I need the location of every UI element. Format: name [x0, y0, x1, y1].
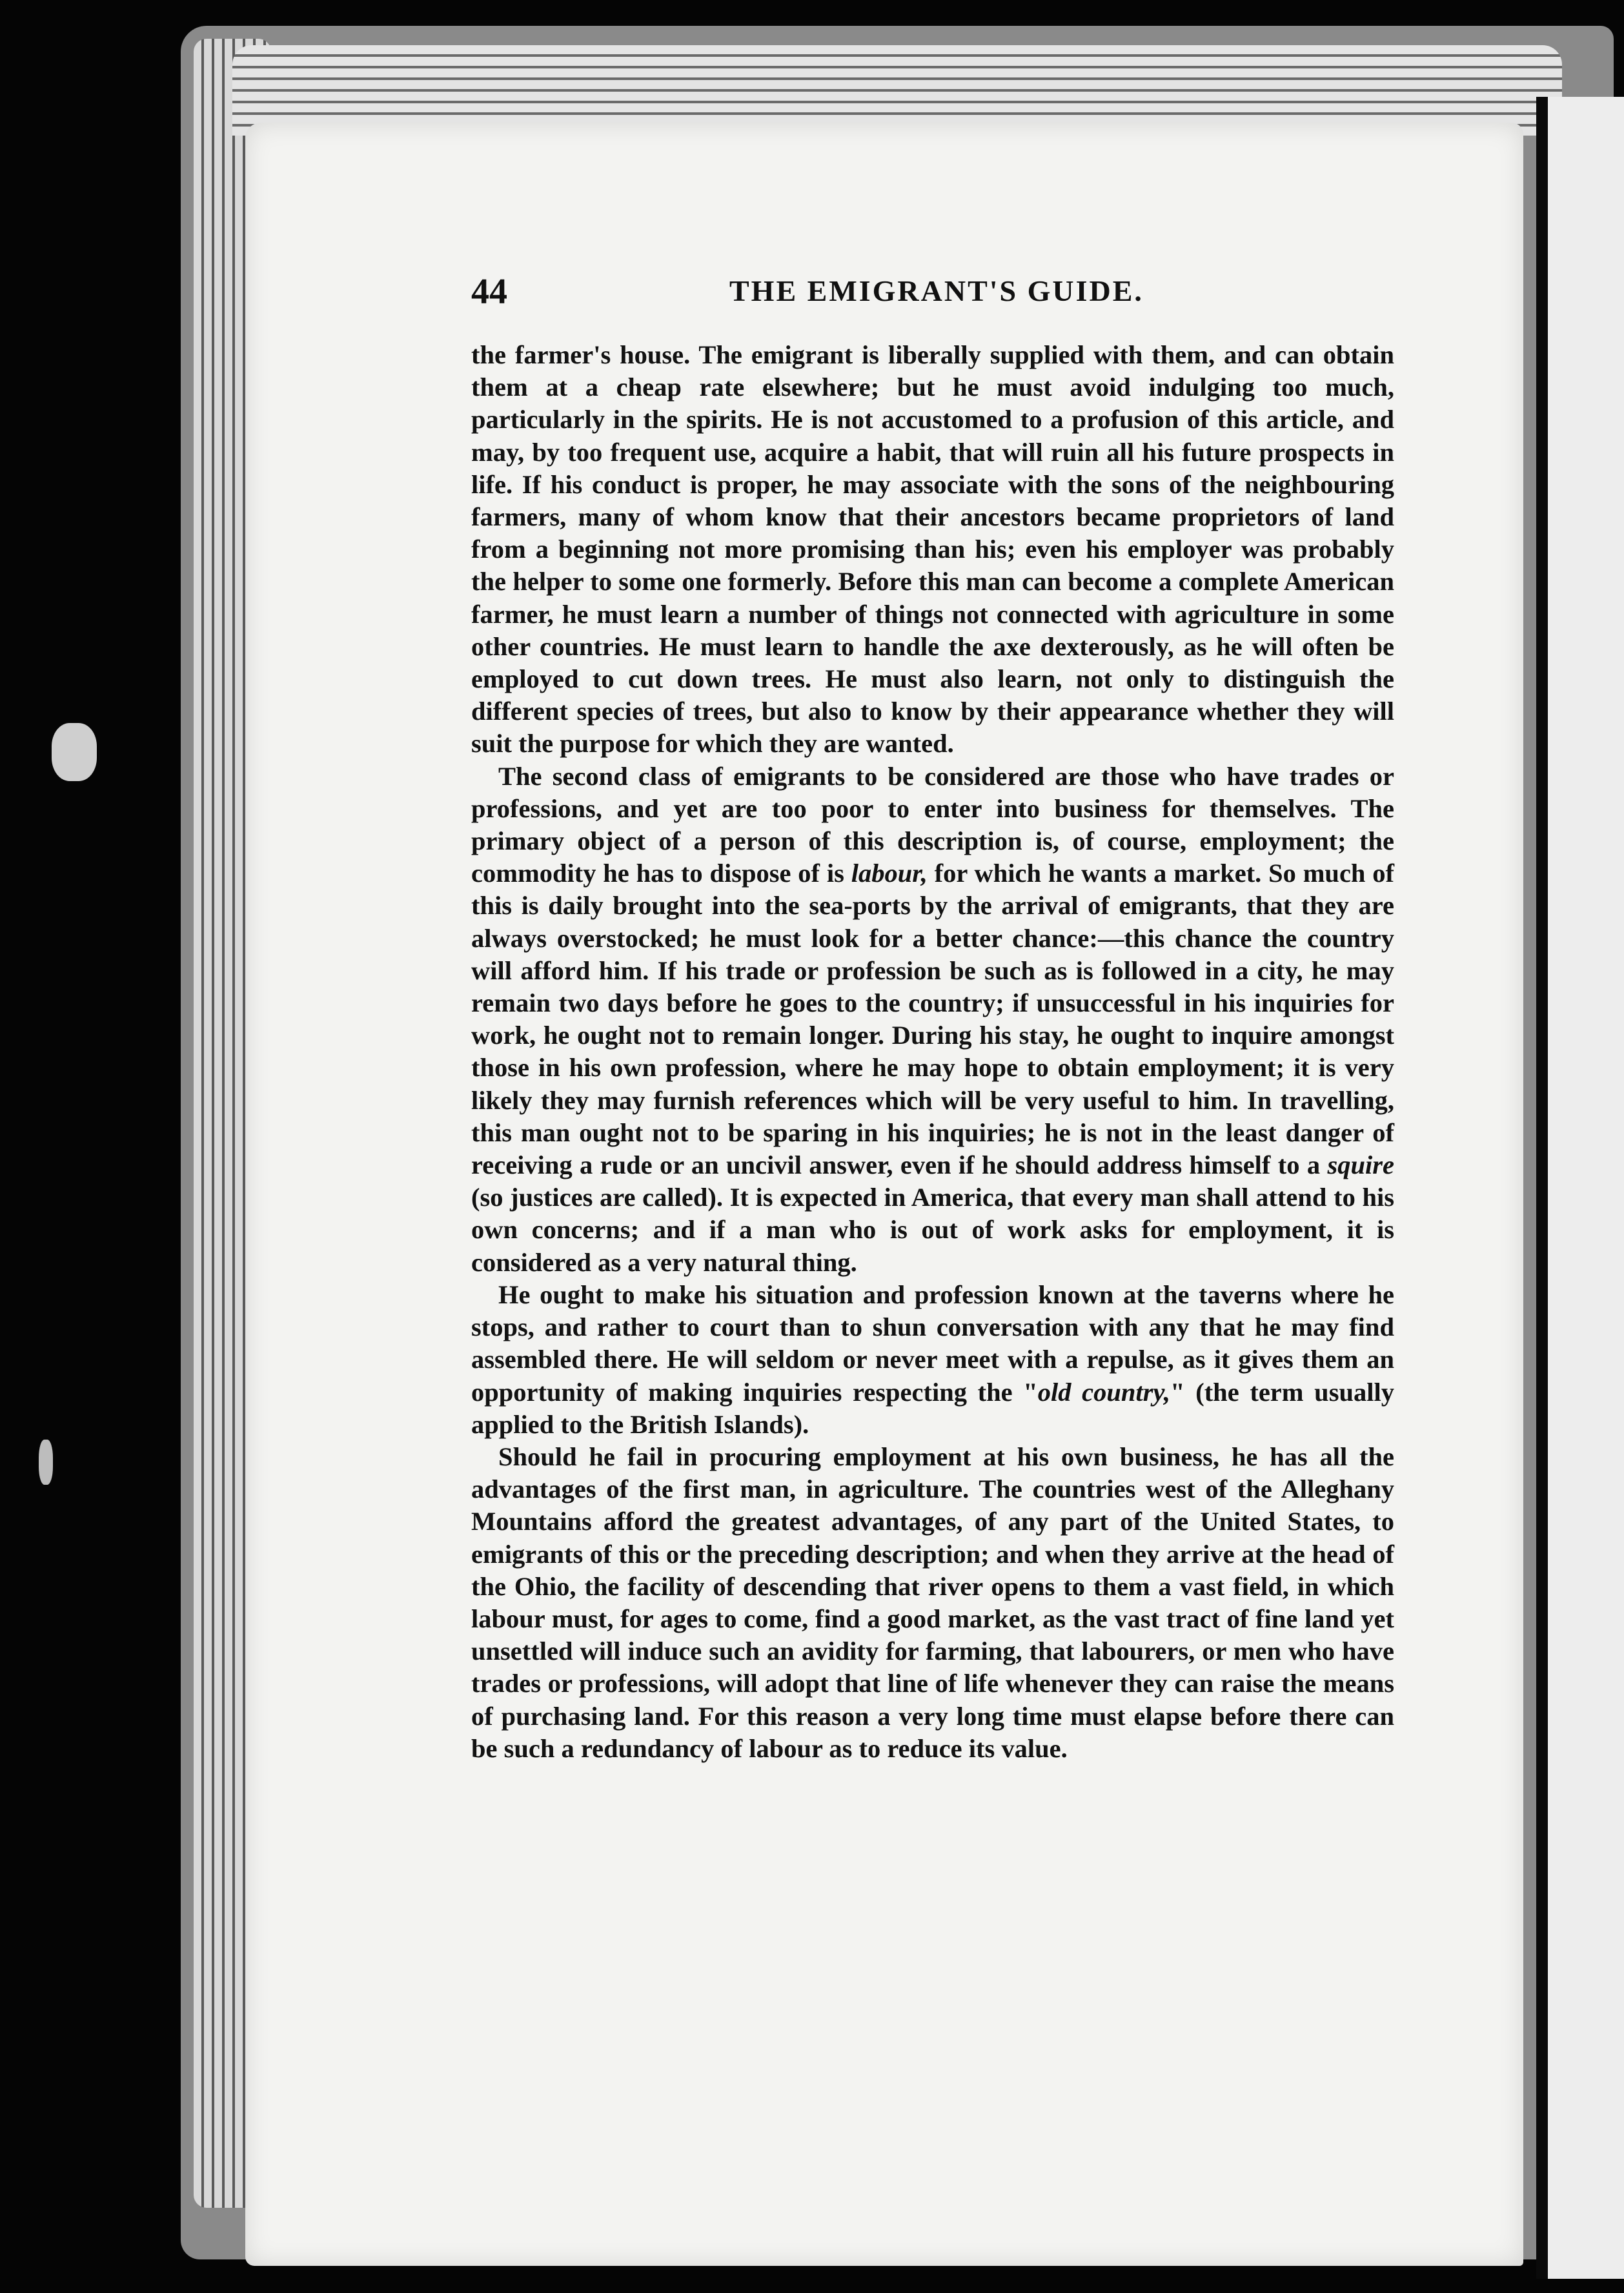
page-number: 44 [471, 272, 507, 312]
page-top-edge [232, 45, 1562, 136]
scan-speck [39, 1440, 53, 1485]
paragraph-2-text-a: The second class of emigrants to be considered are those who have trades or professions, and yet are too poor to enter into business for themselves. The primary object of a person of this description is, of course, employment; the commodity he has to dispose of is [471, 761, 1394, 888]
paragraph-3-text-b: " (the term usually applied to the British Islands). [471, 1377, 1394, 1439]
body-text [471, 339, 1394, 1765]
paragraph-3 [471, 1279, 1394, 1441]
paragraph-2-text-c: (so justices are called). It is expected in America, that every man shall attend to his own concerns; and if a man who is out of work asks for employment, it is considered as a very natural thing. [471, 1183, 1394, 1277]
paragraph-1: the farmer's house. The emigrant is liberally supplied with them, and can obtain them at a cheap rate elsewhere; but he must avoid indulging too much, particularly in the spirits. He is not accustomed to a profusion of this article, and may, by too frequent use, acquire a habit, that will ruin all his future prospects in life. If his conduct is proper, he may associate with the sons of the neighbouring farmers, many of whom know that their ancestors became proprietors of land from a beginning not more promising than his; even his employer was probably the helper to some one formerly. Before this man can become a complete American farmer, he must learn a number of things not connected with agriculture in some other countries. He must learn to handle the axe dexterously, as he will often be employed to cut down trees. He must also learn, not only to distinguish the different species of trees, but also to know by their appearance whether they will suit the purpose for which they are wanted. [471, 340, 1394, 759]
page-header [471, 271, 1401, 329]
paragraph-4: Should he fail in procuring employment at his own business, he has all the advantages of the first man, in agriculture. The countries west of the Alleghany Mountains afford the greatest advantages, of any part of the United States, to emigrants of this or the preceding description; and when they arrive at the head of the Ohio, the facility of descending that river opens to them a vast field, in which labour must, for ages to come, find a good market, as the vast tract of fine land yet unsettled will induce such an avidity for farming, that labourers, or men who have trades or professions, will adopt that line of life whenever they can raise the means of purchasing land. For this reason a very long time must elapse before there can be such a redundancy of labour as to reduce its value. [471, 1442, 1394, 1763]
italic-term-labour: labour, [851, 859, 928, 888]
scan-speck [52, 723, 97, 781]
paragraph-2-text-b: for which he wants a market. So much of this is daily brought into the sea-ports by the arrival of emigrants, that they are always overstocked; he must look for a better chance:—this chance the country will afford him. If his trade or profession be such as is followed in a city, he may remain two days before he goes to the country; if unsuccessful in his inquiries for work, he ought not to remain longer. During his stay, he ought to inquire amongst those in his own profession, where he may hope to obtain employment; it is very likely they may furnish references which will be very useful to him. In travelling, this man ought not to be sparing in his inquiries; he is not in the least danger of receiving a rude or an uncivil answer, even if he should address himself to a [471, 859, 1394, 1180]
running-title: THE EMIGRANT'S GUIDE. [729, 274, 1144, 307]
italic-term-squire: squire [1327, 1150, 1394, 1180]
paragraph-3-text-a: He ought to make his situation and profession known at the taverns where he stops, and rather to court than to shun conversation with any that he may find assembled there. He will seldom or never meet with a repulse, as it gives them an opportunity of making inquiries respecting the " [471, 1279, 1394, 1407]
italic-term-old-country: old country, [1037, 1377, 1171, 1407]
facing-page-edge [1536, 97, 1624, 2279]
paragraph-2 [471, 760, 1394, 1279]
